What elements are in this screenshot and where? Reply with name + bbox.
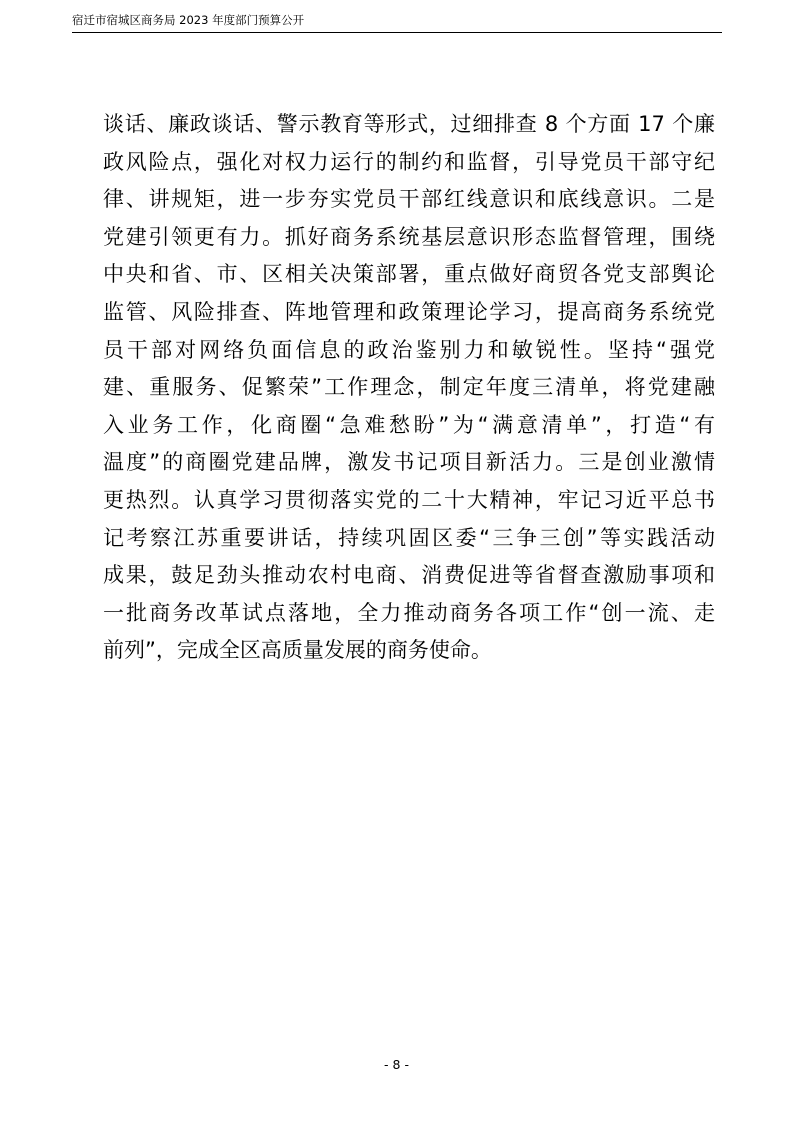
- body-line: 谈话、廉政谈话、警示教育等形式，过细排查 8 个方面 17 个廉: [103, 112, 715, 136]
- body-line: 律、讲规矩，进一步夯实党员干部红线意识和底线意识。二是: [103, 187, 715, 212]
- body-line: 员干部对网络负面信息的政治鉴别力和敏锐性。坚持“强党: [103, 337, 715, 362]
- body-line: 中央和省、市、区相关决策部署，重点做好商贸各党支部舆论: [103, 262, 715, 287]
- body-line: 记考察江苏重要讲话，持续巩固区委“三争三创”等实践活动: [103, 525, 715, 550]
- body-line: 更热烈。认真学习贯彻落实党的二十大精神，牢记习近平总书: [103, 487, 715, 512]
- header-title: 宿迁市宿城区商务局 2023 年度部门预算公开: [72, 13, 305, 27]
- body-line: 监管、风险排查、阵地管理和政策理论学习，提高商务系统党: [103, 299, 715, 324]
- body-line: 党建引领更有力。抓好商务系统基层意识形态监督管理，围绕: [103, 224, 715, 249]
- body-line: 温度”的商圈党建品牌，激发书记项目新活力。三是创业激情: [103, 450, 715, 475]
- body-line: 政风险点，强化对权力运行的制约和监督，引导党员干部守纪: [103, 149, 715, 174]
- body-line: 成果，鼓足劲头推动农村电商、消费促进等省督查激励事项和: [103, 563, 715, 588]
- body-line: 入业务工作，化商圈“急难愁盼”为“满意清单”，打造“有: [103, 412, 715, 437]
- page-number: - 8 -: [384, 1057, 409, 1072]
- body-line: 前列”，完成全区高质量发展的商务使命。: [103, 638, 492, 663]
- page-header: [72, 10, 722, 33]
- body-line: 建、重服务、促繁荣”工作理念，制定年度三清单，将党建融: [103, 375, 715, 400]
- body-line: 一批商务改革试点落地，全力推动商务各项工作“创一流、走: [103, 600, 715, 625]
- body-text: [103, 106, 715, 670]
